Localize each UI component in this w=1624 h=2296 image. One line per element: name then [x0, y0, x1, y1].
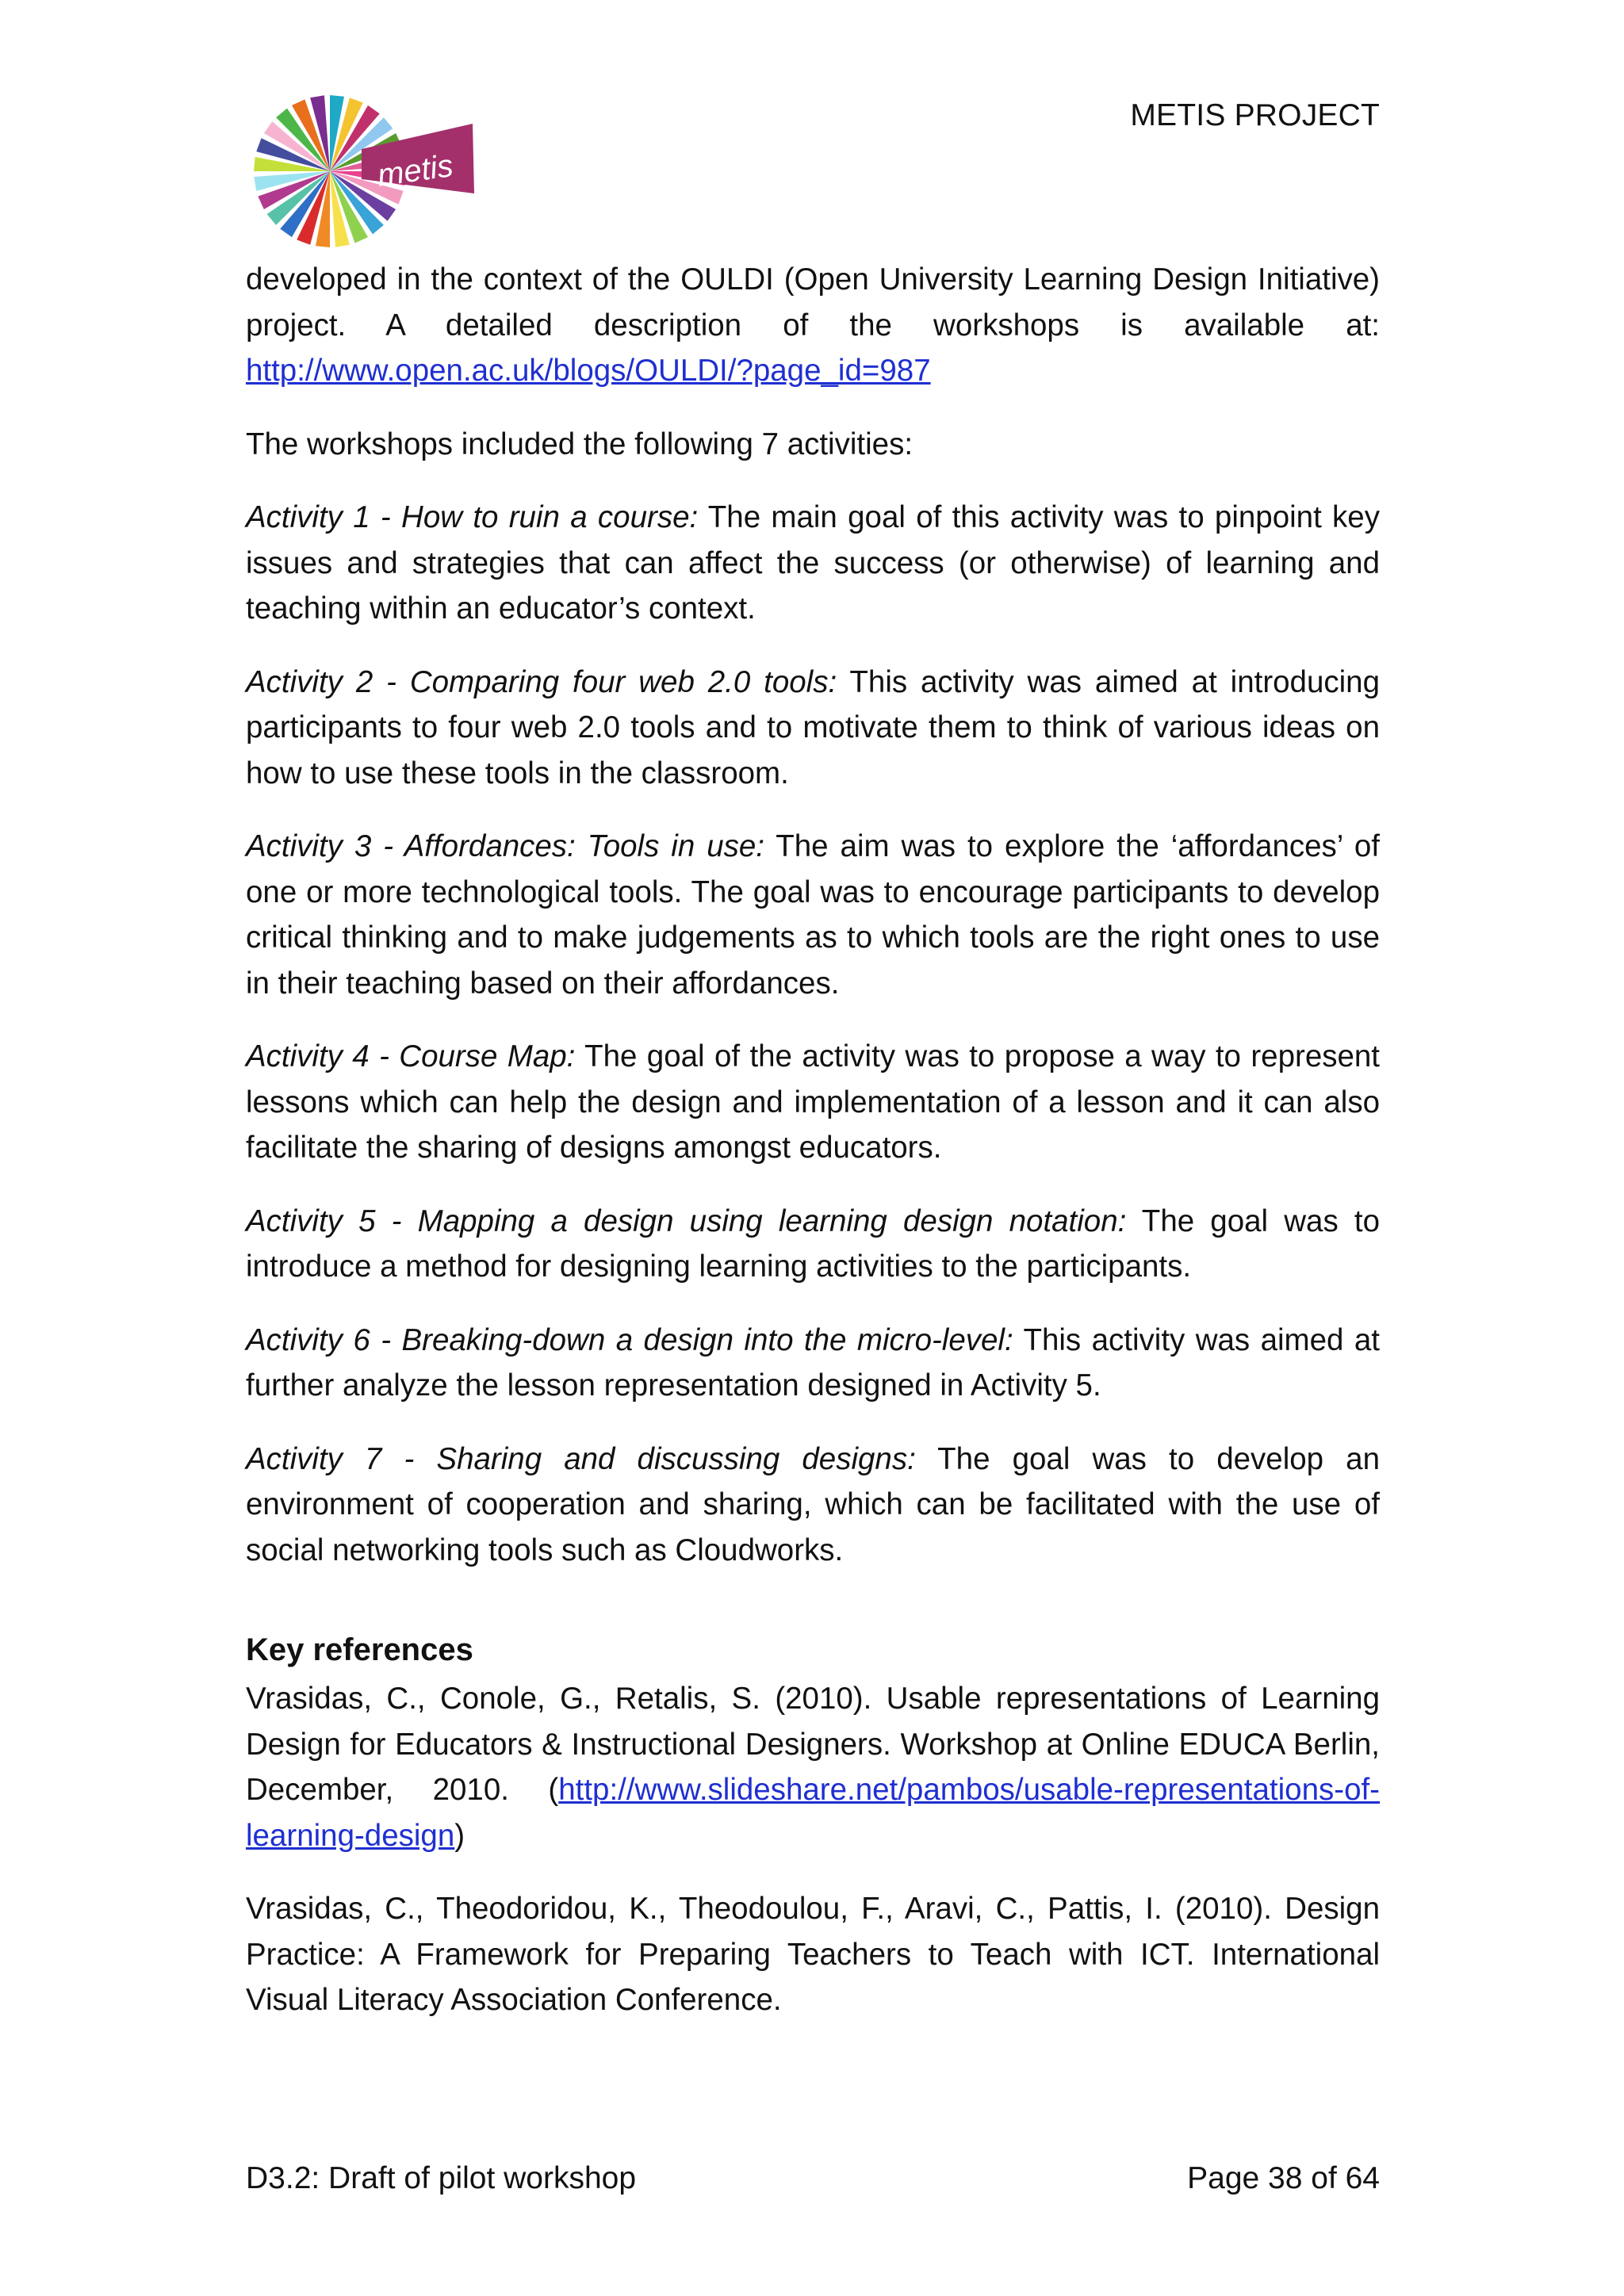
activity-title: Activity 6 - Breaking-down a design into the micro-level:: [246, 1322, 1013, 1357]
activity-title: Activity 7 - Sharing and discussing designs:: [246, 1441, 916, 1476]
intro-text: developed in the context of the OULDI (Open University Learning Design Initiative) project. A detailed description of the workshops is available at:: [246, 262, 1380, 342]
workshops-intro: The workshops included the following 7 activities:: [246, 427, 914, 461]
activity-paragraph-2: [246, 660, 1380, 797]
activity-paragraph-7: [246, 1437, 1380, 1574]
activity-title: Activity 4 - Course Map:: [246, 1039, 576, 1073]
activity-paragraph-1: [246, 495, 1380, 632]
activity-title: Activity 3 - Affordances: Tools in use:: [246, 829, 764, 863]
footer-document-title: D3.2: Draft of pilot workshop: [246, 2161, 637, 2195]
activity-paragraph-3: [246, 824, 1380, 1006]
ouldi-link[interactable]: http://www.open.ac.uk/blogs/OULDI/?page_id=987: [246, 354, 931, 388]
activity-title: Activity 5 - Mapping a design using learning design notation:: [246, 1203, 1127, 1238]
reference-item-2: Vrasidas, C., Theodoridou, K., Theodoulou, F., Aravi, C., Pattis, I. (2010). Design Practice: A Framework for Preparing Teachers to Teach with ICT. International Visual Literacy Association Conference.: [246, 1892, 1380, 2017]
activity-title: Activity 1 - How to ruin a course:: [246, 500, 699, 534]
activity-paragraph-5: [246, 1199, 1380, 1290]
activity-title: Activity 2 - Comparing four web 2.0 tools:: [246, 664, 837, 699]
activity-text: This activity was aimed at introducing participants to four web 2.0 tools and to motivate them to think of various ideas on how to use these tools in the classroom.: [246, 664, 1380, 790]
page-footer: [246, 2161, 1380, 2196]
reference-item-1: [246, 1676, 1380, 1858]
activity-text: The aim was to explore the ‘affordances’ of one or more technological tools. The goal was to encourage participants to develop critical thinking and to make judgements as to which tools are the right ones to use in their teaching based on their affordances.: [246, 829, 1380, 1001]
activity-paragraph-4: [246, 1034, 1380, 1171]
logo-text: metis: [375, 147, 456, 193]
slideshare-link[interactable]: http://www.slideshare.net/pambos/usable-representations-of-learning-design: [246, 1773, 1380, 1853]
activity-text: The goal of the activity was to propose a way to represent lessons which can help the design and implementation of a lesson and it can also facilitate the sharing of designs amongst educators.: [246, 1039, 1380, 1165]
activity-text: The goal was to introduce a method for designing learning activities to the participants.: [246, 1203, 1380, 1284]
activity-text: This activity was aimed at further analyze the lesson representation designed in Activity 5.: [246, 1322, 1380, 1402]
references-list: [246, 1676, 1380, 2023]
key-references-heading: Key references: [246, 1632, 473, 1667]
activity-text: The main goal of this activity was to pinpoint key issues and strategies that can affect the success (or otherwise) of learning and teaching within an educator’s context.: [246, 500, 1380, 626]
metis-logo: [243, 92, 481, 258]
header-project-title: METIS PROJECT: [1130, 98, 1380, 132]
reference-closing: ): [454, 1818, 465, 1853]
activity-paragraph-6: [246, 1318, 1380, 1409]
activity-text: The goal was to develop an environment of cooperation and sharing, which can be facilitated with the use of social networking tools such as Cloudworks.: [246, 1441, 1380, 1567]
footer-page-number: Page 38 of 64: [1187, 2161, 1380, 2195]
intro-paragraph: [246, 257, 1380, 394]
reference-text: Vrasidas, C., Conole, G., Retalis, S. (2010). Usable representations of Learning Design for Educators & Instructional Designers. Workshop at Online EDUCA Berlin, December, 2010. (: [246, 1682, 1380, 1807]
main-content: [246, 257, 1380, 2051]
metis-logo-graphic: [243, 92, 481, 258]
